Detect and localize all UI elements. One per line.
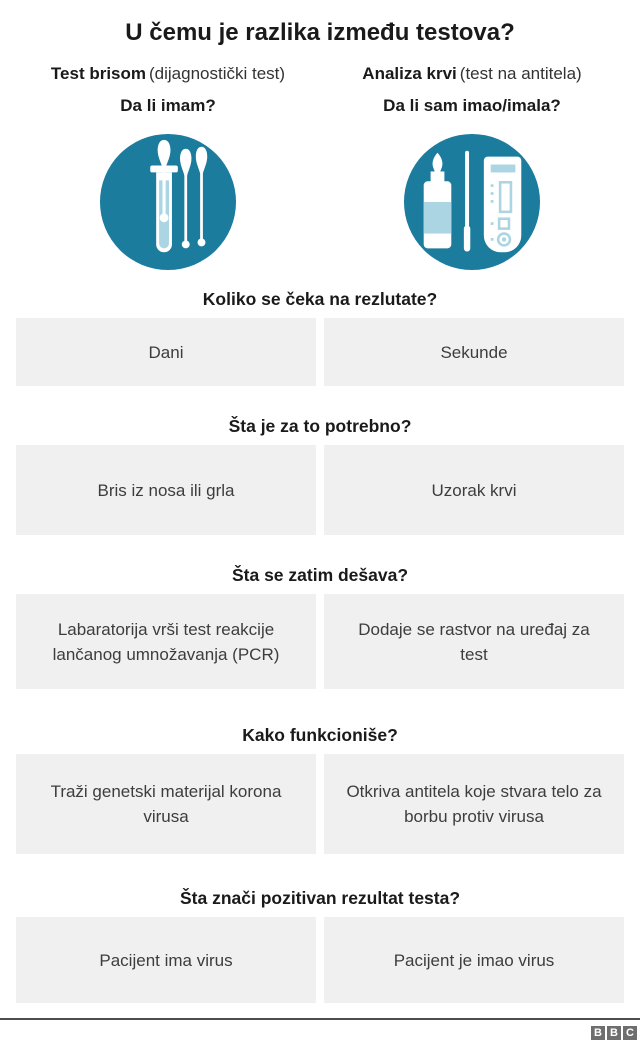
test-qualifier: (dijagnostički test): [149, 64, 286, 83]
test-name: Test brisom: [50, 64, 147, 83]
section-question: Šta je za to potrebno?: [228, 416, 412, 436]
section-what-is-needed: [0, 415, 640, 535]
antibody-test-icon: [403, 133, 541, 271]
section-question: Šta znači pozitivan rezultat testa?: [179, 888, 461, 908]
footer: [0, 1018, 640, 1040]
section-question: Šta se zatim dešava?: [231, 565, 409, 585]
test-qualifier: (test na antitela): [459, 64, 582, 83]
icons-row: [0, 133, 640, 271]
answer-box-right: Otkriva antitela koje stvara telo za borbu protiv virusa: [324, 754, 624, 854]
answer-box-right: Pacijent je imao virus: [324, 917, 624, 1003]
answers-row: [0, 594, 640, 689]
swab-test-icon-cell: [16, 133, 320, 271]
answer-box-left: Labaratorija vrši test reakcije lančanog umnožavanja (PCR): [16, 594, 316, 689]
column-subquestions: [0, 96, 640, 116]
section-question: Koliko se čeka na rezlutate?: [202, 289, 438, 309]
section-wait-time: [0, 288, 640, 386]
answer-box-right: Dodaje se rastvor na uređaj za test: [324, 594, 624, 689]
swab-test-icon: [99, 133, 237, 271]
test-name: Analiza krvi: [362, 64, 457, 83]
swab-test-question: Da li imam?: [120, 96, 216, 115]
answer-box-left: Bris iz nosa ili grla: [16, 445, 316, 535]
answers-row: [0, 318, 640, 386]
bbc-logo-letter: B: [607, 1026, 621, 1040]
answer-box-left: Traži genetski materijal korona virusa: [16, 754, 316, 854]
section-how-it-works: [0, 724, 640, 854]
column-header-swab-test: [16, 64, 320, 84]
blood-test-question: Da li sam imao/imala?: [383, 96, 561, 115]
answer-box-left: Pacijent ima virus: [16, 917, 316, 1003]
answers-row: [0, 917, 640, 1003]
answer-box-right: Sekunde: [324, 318, 624, 386]
answer-box-left: Dani: [16, 318, 316, 386]
bbc-logo-letter: B: [591, 1026, 605, 1040]
page-title: U čemu je razlika između testova?: [125, 19, 515, 46]
section-question: Kako funkcioniše?: [242, 725, 398, 745]
antibody-test-icon-cell: [320, 133, 624, 271]
bbc-logo: [0, 1026, 637, 1040]
answers-row: [0, 754, 640, 854]
section-positive-result: [0, 887, 640, 1003]
column-header-blood-test: [320, 64, 624, 84]
answers-row: [0, 445, 640, 535]
section-what-happens-next: [0, 564, 640, 689]
footer-divider: [0, 1018, 640, 1020]
column-headers: [0, 64, 640, 84]
bbc-logo-letter: C: [623, 1026, 637, 1040]
answer-box-right: Uzorak krvi: [324, 445, 624, 535]
